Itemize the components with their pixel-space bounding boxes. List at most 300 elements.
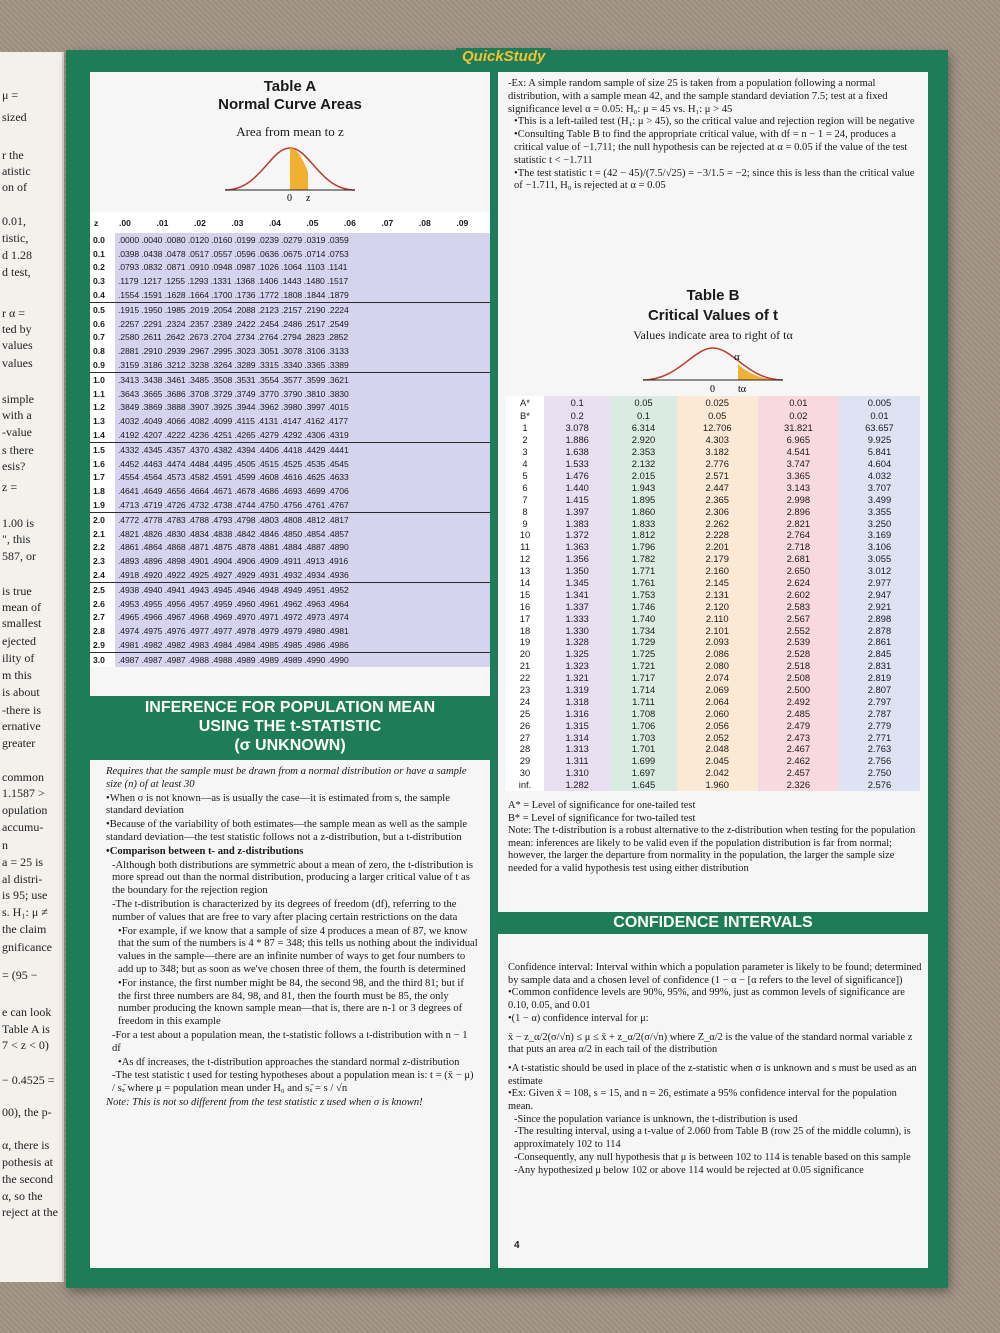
t-value-cell: 1.311 xyxy=(544,755,610,767)
inference-paragraph: -Although both distributions are symmetric about a mean of zero, the t-distribution is more spread out than the normal distribution, producing a larger critical value of t as the boundary for the rejection region xyxy=(112,859,473,897)
confidence-intervals-banner: CONFIDENCE INTERVALS xyxy=(498,912,928,934)
t-value-cell: 2.485 xyxy=(758,707,839,719)
t-value-cell: 2.132 xyxy=(610,458,676,470)
margin-text-fragment: the second xyxy=(2,1172,53,1186)
t-value-cell: 2.467 xyxy=(758,743,839,755)
t-value-cell: 1.729 xyxy=(610,636,676,648)
t-value-cell: 1.886 xyxy=(544,434,610,446)
confidence-intervals-body xyxy=(508,962,922,1177)
margin-text-fragment: mean of xyxy=(2,600,41,614)
area-values-cell: .4953 .4955 .4956 .4957 .4959 .4960 .4961 .4962 .4963 .4964 xyxy=(115,597,490,611)
example-paragraph: •This is a left-tailed test (H₁: μ > 45), so the critical value and rejection region will be negative xyxy=(514,116,915,128)
t-value-cell: 1.812 xyxy=(610,529,676,541)
t-value-cell: 1.330 xyxy=(544,624,610,636)
t-value-cell: 1.372 xyxy=(544,529,610,541)
margin-text-fragment: n xyxy=(2,838,8,852)
area-values-cell: .4987 .4987 .4987 .4988 .4988 .4989 .4989 .4989 .4990 .4990 xyxy=(115,652,490,666)
t-value-cell: 21 xyxy=(506,660,544,672)
margin-text-fragment: e can look xyxy=(2,1005,52,1019)
t-value-cell: 9.925 xyxy=(839,434,920,446)
t-value-cell: 1.725 xyxy=(610,648,676,660)
table-row xyxy=(90,428,490,442)
t-value-cell: 2.539 xyxy=(758,636,839,648)
curve-label-0: 0 xyxy=(287,193,292,202)
table-row xyxy=(506,684,920,696)
t-value-cell: 3.078 xyxy=(544,422,610,434)
t-value-cell: 1.740 xyxy=(610,612,676,624)
z-value-cell: 2.5 xyxy=(90,582,115,596)
t-value-cell: 1.711 xyxy=(610,695,676,707)
z-value-cell: 2.4 xyxy=(90,568,115,582)
z-value-cell: 2.2 xyxy=(90,541,115,555)
table-row xyxy=(90,624,490,638)
margin-text-fragment: tistic, xyxy=(2,231,29,245)
t-value-cell: 1.533 xyxy=(544,458,610,470)
t-value-cell: 4.032 xyxy=(839,470,920,482)
inference-paragraph: •For example, if we know that a sample of size 4 produces a mean of 87, we know that the sum of the numbers is 4 * 87 = 348; this tells us nothing about the individual values in the sample—there are an infinite number of ways to get four numbers to add up to 348; but as soon as we've chosen three of them, the fourth is determined xyxy=(118,925,478,975)
area-values-cell: .4893 .4896 .4898 .4901 .4904 .4906 .4909 .4911 .4913 .4916 xyxy=(115,554,490,568)
t-value-cell: 1.746 xyxy=(610,600,676,612)
area-values-cell: .4981 .4982 .4982 .4983 .4984 .4984 .4985 .4985 .4986 .4986 xyxy=(115,638,490,652)
t-value-cell: 2 xyxy=(506,434,544,446)
ci-paragraph: Confidence interval: Interval within which a population parameter is likely to be found; determined by sample data and a chosen level of confidence (1 − α − [α refers to the level of significance]) xyxy=(508,962,922,986)
z-value-cell: 1.4 xyxy=(90,428,115,442)
t-value-cell: 14 xyxy=(506,577,544,589)
margin-text-fragment: the claim xyxy=(2,922,47,936)
t-value-cell: 2.718 xyxy=(758,541,839,553)
t-value-cell: 2.831 xyxy=(839,660,920,672)
area-values-cell: .2881 .2910 .2939 .2967 .2995 .3023 .3051 .3078 .3106 .3133 xyxy=(115,344,490,358)
t-value-cell: 2.306 xyxy=(677,505,758,517)
t-value-cell: 1 xyxy=(506,422,544,434)
t-value-cell: 2.462 xyxy=(758,755,839,767)
table-row xyxy=(506,481,920,493)
table-row xyxy=(506,779,920,791)
ci-paragraph: -Consequently, any null hypothesis that μ is between 102 to 114 is tenable based on this sample xyxy=(514,1151,911,1163)
t-value-cell: 2.120 xyxy=(677,600,758,612)
t-value-cell: 2.048 xyxy=(677,743,758,755)
inference-paragraph: Requires that the sample must be drawn from a normal distribution or have a sample size (n) of at least 30 xyxy=(106,766,467,790)
t-value-cell: 3 xyxy=(506,446,544,458)
t-value-cell: 2.896 xyxy=(758,505,839,517)
t-value-cell: 1.753 xyxy=(610,588,676,600)
margin-text-fragment: values xyxy=(2,356,33,370)
margin-text-fragment: 00), the p- xyxy=(2,1105,52,1119)
area-values-cell: .1554 .1591 .1628 .1664 .1700 .1736 .1772 .1808 .1844 .1879 xyxy=(115,288,490,302)
area-values-cell: .4192 .4207 .4222 .4236 .4251 .4265 .4279 .4292 .4306 .4319 xyxy=(115,428,490,442)
table-row xyxy=(506,588,920,600)
area-values-cell: .3849 .3869 .3888 .3907 .3925 .3944 .3962 .3980 .3997 .4015 xyxy=(115,401,490,415)
t-value-cell: 2.552 xyxy=(758,624,839,636)
margin-text-fragment: ernative xyxy=(2,719,41,733)
ci-paragraph: -Any hypothesized μ below 102 or above 114 would be rejected at 0.05 significance xyxy=(514,1164,864,1176)
area-values-cell: .4713 .4719 .4726 .4732 .4738 .4744 .4750 .4756 .4761 .4767 xyxy=(115,498,490,512)
table-row xyxy=(506,505,920,517)
margin-text-fragment: d test, xyxy=(2,265,31,279)
margin-text-fragment: simple xyxy=(2,392,34,406)
z-value-cell: 1.5 xyxy=(90,442,115,456)
z-value-cell: 1.6 xyxy=(90,457,115,471)
t-value-cell: 2.763 xyxy=(839,743,920,755)
t-value-cell: 29 xyxy=(506,755,544,767)
z-value-cell: 2.0 xyxy=(90,512,115,526)
t-value-cell: 2.750 xyxy=(839,767,920,779)
example-paragraph: •Consulting Table B to find the appropriate critical value, with df = n − 1 = 24, produces a critical value of −1.711; the null hypothesis can be rejected at α = 0.05 if the value of the test statistic t < −1.711 xyxy=(514,129,908,166)
table-a-header-cell: .00 xyxy=(115,212,152,233)
area-values-cell: .1179 .1217 .1255 .1293 .1331 .1368 .1406 .1443 .1480 .1517 xyxy=(115,274,490,288)
t-value-cell: 2.861 xyxy=(839,636,920,648)
table-a-header-cell: .03 xyxy=(227,212,264,233)
margin-text-fragment: with a xyxy=(2,408,32,422)
t-value-cell: 1.313 xyxy=(544,743,610,755)
table-row xyxy=(506,565,920,577)
t-value-cell: 1.350 xyxy=(544,565,610,577)
t-value-cell: 1.476 xyxy=(544,470,610,482)
t-value-cell: 3.365 xyxy=(758,470,839,482)
t-value-cell: 1.383 xyxy=(544,517,610,529)
table-row xyxy=(506,707,920,719)
inference-paragraph: •Comparison between t- and z-distributions xyxy=(106,845,304,857)
t-value-cell: 10 xyxy=(506,529,544,541)
ci-paragraph: -The resulting interval, using a t-value of 2.060 from Table B (row 25 of the middle column), is approximately 102 to 114 xyxy=(514,1126,911,1151)
margin-text-fragment: -value xyxy=(2,425,32,439)
t-value-cell: 1.697 xyxy=(610,767,676,779)
t-value-cell: 1.319 xyxy=(544,684,610,696)
area-values-cell: .0793 .0832 .0871 .0910 .0948 .0987 .1026 .1064 .1103 .1141 xyxy=(115,261,490,275)
normal-table xyxy=(90,212,490,667)
inference-paragraph: •As df increases, the t-distribution approaches the standard normal z-distribution xyxy=(118,1056,460,1068)
table-row xyxy=(506,600,920,612)
table-b-header-cell: B* xyxy=(506,409,544,422)
margin-text-fragment: accumu- xyxy=(2,820,44,834)
left-page-fragment xyxy=(0,52,64,1282)
area-values-cell: .4332 .4345 .4357 .4370 .4382 .4394 .4406 .4418 .4429 .4441 xyxy=(115,442,490,456)
table-row xyxy=(506,470,920,482)
t-value-cell: 1.363 xyxy=(544,541,610,553)
table-row xyxy=(90,638,490,652)
table-row xyxy=(90,554,490,568)
t-value-cell: 2.064 xyxy=(677,695,758,707)
z-value-cell: 2.9 xyxy=(90,638,115,652)
table-row xyxy=(90,317,490,331)
t-value-cell: 2.807 xyxy=(839,684,920,696)
table-row xyxy=(90,261,490,275)
t-value-cell: 2.131 xyxy=(677,588,758,600)
z-value-cell: 0.5 xyxy=(90,302,115,316)
table-row xyxy=(506,517,920,529)
t-value-cell: 6 xyxy=(506,481,544,493)
t-value-cell: 3.055 xyxy=(839,553,920,565)
inference-paragraph: -For a test about a population mean, the t-statistic follows a t-distribution with n − 1 df xyxy=(112,1029,468,1054)
t-value-cell: 2.353 xyxy=(610,446,676,458)
t-value-cell: 20 xyxy=(506,648,544,660)
t-value-cell: 1.337 xyxy=(544,600,610,612)
margin-text-fragment: ted by xyxy=(2,322,32,336)
table-row xyxy=(90,344,490,358)
table-b-header-cell: 0.1 xyxy=(610,409,676,422)
area-values-cell: .0398 .0438 .0478 .0517 .0557 .0596 .0636 .0675 .0714 .0753 xyxy=(115,247,490,261)
z-value-cell: 0.3 xyxy=(90,274,115,288)
margin-text-fragment: − 0.4525 = xyxy=(2,1073,55,1087)
table-row xyxy=(506,767,920,779)
margin-text-fragment: sized xyxy=(2,110,27,124)
t-value-cell: 1.341 xyxy=(544,588,610,600)
table-b-header-cell: 0.02 xyxy=(758,409,839,422)
t-value-cell: 1.325 xyxy=(544,648,610,660)
t-value-cell: 30 xyxy=(506,767,544,779)
t-value-cell: 3.143 xyxy=(758,481,839,493)
t-value-cell: 2.921 xyxy=(839,600,920,612)
table-row xyxy=(90,442,490,456)
t-value-cell: 2.052 xyxy=(677,731,758,743)
t-value-cell: 3.499 xyxy=(839,493,920,505)
margin-text-fragment: esis? xyxy=(2,459,26,473)
area-values-cell: .3413 .3438 .3461 .3485 .3508 .3531 .3554 .3577 .3599 .3621 xyxy=(115,372,490,386)
t-value-cell: 1.734 xyxy=(610,624,676,636)
ci-paragraph: •A t-statistic should be used in place of the z-statistic when σ is unknown and s must be used as an estimate xyxy=(508,1062,917,1087)
table-row xyxy=(506,648,920,660)
z-value-cell: 0.2 xyxy=(90,261,115,275)
t-curve-icon xyxy=(638,342,788,394)
table-b-header-cell: 0.05 xyxy=(610,396,676,409)
table-row xyxy=(506,612,920,624)
t-value-cell: 5.841 xyxy=(839,446,920,458)
z-value-cell: 0.6 xyxy=(90,317,115,331)
area-values-cell: .4821 .4826 .4830 .4834 .4838 .4842 .4846 .4850 .4854 .4857 xyxy=(115,527,490,541)
margin-text-fragment: r the xyxy=(2,148,24,162)
t-value-cell: 2.056 xyxy=(677,719,758,731)
ci-paragraph: •Common confidence levels are 90%, 95%, and 99%, just as common levels of significance are 0.10, 0.05, and 0.01 xyxy=(508,987,905,1012)
example-paragraph: -Ex: A simple random sample of size 25 is taken from a population following a normal distribution, with a sample mean 42, and the sample standard deviation 7.5; test at a fixed significance level α = 0.05: H₀: μ = 45 vs. H₁: μ > 45 xyxy=(508,78,888,115)
z-value-cell: 1.7 xyxy=(90,471,115,485)
margin-text-fragment: smallest xyxy=(2,616,42,630)
t-value-cell: 2.101 xyxy=(677,624,758,636)
table-b-header-cell: 0.2 xyxy=(544,409,610,422)
table-row xyxy=(90,358,490,372)
margin-text-fragment: -there is xyxy=(2,703,41,717)
t-value-cell: 2.015 xyxy=(610,470,676,482)
t-value-cell: 2.042 xyxy=(677,767,758,779)
t-value-cell: 2.624 xyxy=(758,577,839,589)
table-row xyxy=(506,672,920,684)
t-value-cell: 1.310 xyxy=(544,767,610,779)
t-value-cell: 2.977 xyxy=(839,577,920,589)
margin-text-fragment: 587, or xyxy=(2,549,36,563)
inference-paragraph: -The t-distribution is characterized by its degrees of freedom (df), referring to the number of values that are free to vary after placing certain restrictions on the data xyxy=(112,898,458,923)
z-value-cell: 0.7 xyxy=(90,331,115,345)
margin-text-fragment: gnificance xyxy=(2,940,52,954)
t-value-cell: 4.303 xyxy=(677,434,758,446)
t-value-cell: 19 xyxy=(506,636,544,648)
t-value-cell: 3.106 xyxy=(839,541,920,553)
t-value-cell: 3.250 xyxy=(839,517,920,529)
table-b-subtitle: Values indicate area to right of tα xyxy=(633,328,793,342)
table-row xyxy=(506,695,920,707)
t-value-cell: 2.145 xyxy=(677,577,758,589)
table-row xyxy=(506,458,920,470)
t-value-cell: 1.440 xyxy=(544,481,610,493)
t-value-cell: 1.796 xyxy=(610,541,676,553)
z-value-cell: 0.1 xyxy=(90,247,115,261)
margin-text-fragment: r α = xyxy=(2,306,26,320)
t-value-cell: 2.528 xyxy=(758,648,839,660)
t-value-cell: 1.645 xyxy=(610,779,676,791)
t-value-cell: 2.365 xyxy=(677,493,758,505)
t-value-cell: 2.845 xyxy=(839,648,920,660)
table-b-note: B* = Level of significance for two-tailed test xyxy=(508,812,696,824)
z-value-cell: 0.8 xyxy=(90,344,115,358)
t-value-cell: 3.707 xyxy=(839,481,920,493)
t-value-cell: 27 xyxy=(506,731,544,743)
margin-text-fragment: d 1.28 xyxy=(2,248,32,262)
margin-text-fragment: ility of xyxy=(2,651,35,665)
table-a-header-cell: .09 xyxy=(452,212,490,233)
area-values-cell: .4861 .4864 .4868 .4871 .4875 .4878 .4881 .4884 .4887 .4890 xyxy=(115,541,490,555)
t-value-cell: 2.681 xyxy=(758,553,839,565)
t-value-cell: 2.500 xyxy=(758,684,839,696)
z-value-cell: 2.3 xyxy=(90,554,115,568)
t-value-cell: 12.706 xyxy=(677,422,758,434)
inference-paragraph: •When σ is not known—as is usually the case—it is estimated from s, the sample standard deviation xyxy=(106,792,450,817)
margin-text-fragment: is 95; use xyxy=(2,888,48,902)
t-value-cell: 2.878 xyxy=(839,624,920,636)
t-value-cell: 26 xyxy=(506,719,544,731)
t-value-cell: 1.321 xyxy=(544,672,610,684)
table-row xyxy=(90,414,490,428)
ci-column xyxy=(498,956,928,1268)
curve-label-t: tα xyxy=(738,384,747,394)
table-row xyxy=(506,422,920,434)
t-value-cell: 1.717 xyxy=(610,672,676,684)
t-value-cell: 1.860 xyxy=(610,505,676,517)
t-value-cell: 4.604 xyxy=(839,458,920,470)
t-value-cell: 2.479 xyxy=(758,719,839,731)
table-b-header-cell: 0.005 xyxy=(839,396,920,409)
margin-text-fragment: 7 < z < 0) xyxy=(2,1038,49,1052)
t-value-cell: 4 xyxy=(506,458,544,470)
t-value-cell: 8 xyxy=(506,505,544,517)
table-row xyxy=(506,434,920,446)
area-values-cell: .2257 .2291 .2324 .2357 .2389 .2422 .2454 .2486 .2517 .2549 xyxy=(115,317,490,331)
table-row xyxy=(90,233,490,247)
t-value-cell: inf. xyxy=(506,779,544,791)
t-value-cell: 6.314 xyxy=(610,422,676,434)
t-value-cell: 5 xyxy=(506,470,544,482)
table-b-note: A* = Level of significance for one-tailed test xyxy=(508,800,696,811)
curve-label-alpha: α xyxy=(734,351,740,363)
area-values-cell: .4452 .4463 .4474 .4484 .4495 .4505 .4515 .4525 .4535 .4545 xyxy=(115,457,490,471)
t-value-cell: 2.779 xyxy=(839,719,920,731)
ci-paragraph: •(1 − α) confidence interval for μ: xyxy=(508,1012,649,1024)
table-row xyxy=(90,457,490,471)
t-value-cell: 1.316 xyxy=(544,707,610,719)
t-value-cell: 1.318 xyxy=(544,695,610,707)
t-value-cell: 1.714 xyxy=(610,684,676,696)
table-row xyxy=(506,719,920,731)
t-value-cell: 1.415 xyxy=(544,493,610,505)
t-value-cell: 1.328 xyxy=(544,636,610,648)
margin-text-fragment: is true xyxy=(2,584,32,598)
t-value-cell: 2.069 xyxy=(677,684,758,696)
table-row xyxy=(90,372,490,386)
area-values-cell: .3643 .3665 .3686 .3708 .3729 .3749 .3770 .3790 .3810 .3830 xyxy=(115,387,490,401)
table-a-header-cell: .02 xyxy=(190,212,227,233)
t-value-cell: 23 xyxy=(506,684,544,696)
margin-text-fragment: reject at the xyxy=(2,1205,58,1219)
t-value-cell: 2.080 xyxy=(677,660,758,672)
t-value-cell: 2.473 xyxy=(758,731,839,743)
table-row xyxy=(90,288,490,302)
z-value-cell: 0.9 xyxy=(90,358,115,372)
t-value-cell: 1.282 xyxy=(544,779,610,791)
t-value-cell: 15 xyxy=(506,588,544,600)
z-value-cell: 1.3 xyxy=(90,414,115,428)
table-row xyxy=(506,541,920,553)
margin-text-fragment: = (95 − xyxy=(2,968,38,982)
t-value-cell: 2.920 xyxy=(610,434,676,446)
table-row xyxy=(90,527,490,541)
t-value-cell: 2.045 xyxy=(677,755,758,767)
margin-text-fragment: Table A is xyxy=(2,1022,50,1036)
area-values-cell: .4974 .4975 .4976 .4977 .4977 .4978 .4979 .4979 .4980 .4981 xyxy=(115,624,490,638)
t-value-cell: 2.756 xyxy=(839,755,920,767)
table-row xyxy=(90,597,490,611)
margin-text-fragment: ", this xyxy=(2,532,31,546)
table-a-header-cell: .05 xyxy=(302,212,339,233)
table-row xyxy=(90,498,490,512)
t-value-cell: 1.703 xyxy=(610,731,676,743)
margin-text-fragment: values xyxy=(2,338,33,352)
z-value-cell: 2.6 xyxy=(90,597,115,611)
t-value-cell: 11 xyxy=(506,541,544,553)
t-value-cell: 2.998 xyxy=(758,493,839,505)
t-value-cell: 1.943 xyxy=(610,481,676,493)
table-row xyxy=(90,274,490,288)
t-value-cell: 7 xyxy=(506,493,544,505)
t-value-cell: 2.771 xyxy=(839,731,920,743)
t-value-cell: 9 xyxy=(506,517,544,529)
t-value-cell: 2.060 xyxy=(677,707,758,719)
t-value-cell: 2.602 xyxy=(758,588,839,600)
table-row xyxy=(506,743,920,755)
t-value-cell: 13 xyxy=(506,565,544,577)
t-value-cell: 25 xyxy=(506,707,544,719)
area-values-cell: .2580 .2611 .2642 .2673 .2704 .2734 .2764 .2794 .2823 .2852 xyxy=(115,331,490,345)
table-row xyxy=(90,568,490,582)
t-value-cell: 1.771 xyxy=(610,565,676,577)
t-value-cell: 2.947 xyxy=(839,588,920,600)
margin-text-fragment: 1.1587 > xyxy=(2,786,45,800)
table-a-header-cell: .04 xyxy=(265,212,302,233)
curve-label-0b: 0 xyxy=(710,384,715,394)
table-row xyxy=(90,331,490,345)
margin-text-fragment: m this xyxy=(2,668,32,682)
table-row xyxy=(506,624,920,636)
example-block xyxy=(508,78,920,193)
t-value-cell: 2.086 xyxy=(677,648,758,660)
z-value-cell: 2.7 xyxy=(90,611,115,625)
table-a-header-cell: .07 xyxy=(377,212,414,233)
t-value-cell: 3.747 xyxy=(758,458,839,470)
t-value-cell: 2.074 xyxy=(677,672,758,684)
t-value-cell: 2.201 xyxy=(677,541,758,553)
table-row xyxy=(90,512,490,526)
curve-label-z: z xyxy=(306,193,311,202)
table-b-header-cell: A* xyxy=(506,396,544,409)
inference-paragraph: -The test statistic t used for testing hypotheses about a population mean is: t = (x̄ − μ) / sₓ̄ where μ = population mean under H₀ and sₓ̄ = s / √n xyxy=(112,1070,474,1095)
table-row xyxy=(506,396,920,409)
margin-text-fragment: s there xyxy=(2,443,34,457)
